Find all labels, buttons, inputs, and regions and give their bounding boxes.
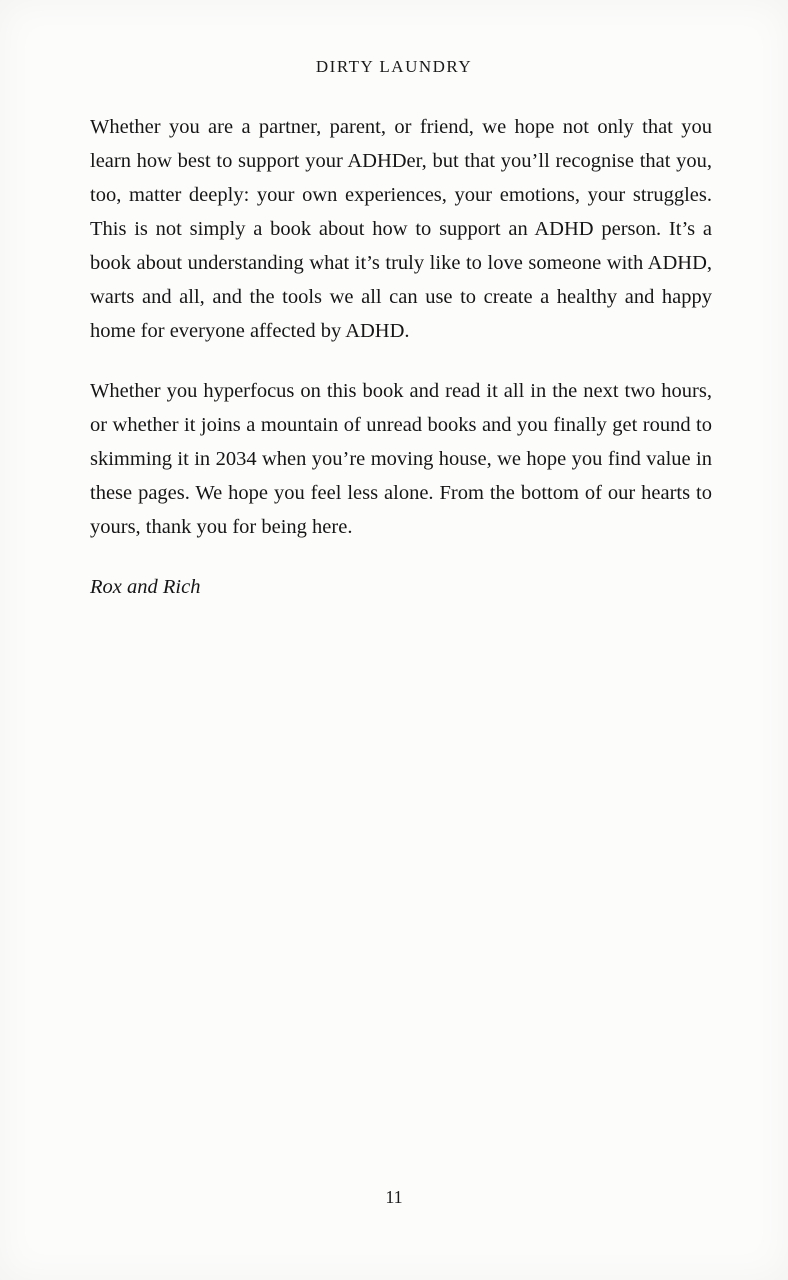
paragraph-2: Whether you hyperfocus on this book and read it all in the next two hours, or whether it joins a mountain of unread books and you finally get round to skimming it in 2034 when you’re moving house, we hope you find value in these pages. We hope you feel less alone. From the bottom of our hearts to yours, thank you for being here. (90, 380, 712, 538)
author-signature: Rox and Rich (90, 576, 201, 598)
running-head: DIRTY LAUNDRY (315, 57, 473, 76)
body-text (90, 110, 712, 604)
page-number: 11 (385, 1187, 403, 1207)
paragraph-1: Whether you are a partner, parent, or friend, we hope not only that you learn how best to support your ADHDer, but that you’ll recognise that you, too, matter deeply: your own experiences, your emotions, your struggles. This is not simply a book about how to support an ADHD person. It’s a book about understanding what it’s truly like to love someone with ADHD, warts and all, and the tools we all can use to create a healthy and happy home for everyone affected by ADHD. (90, 116, 712, 342)
